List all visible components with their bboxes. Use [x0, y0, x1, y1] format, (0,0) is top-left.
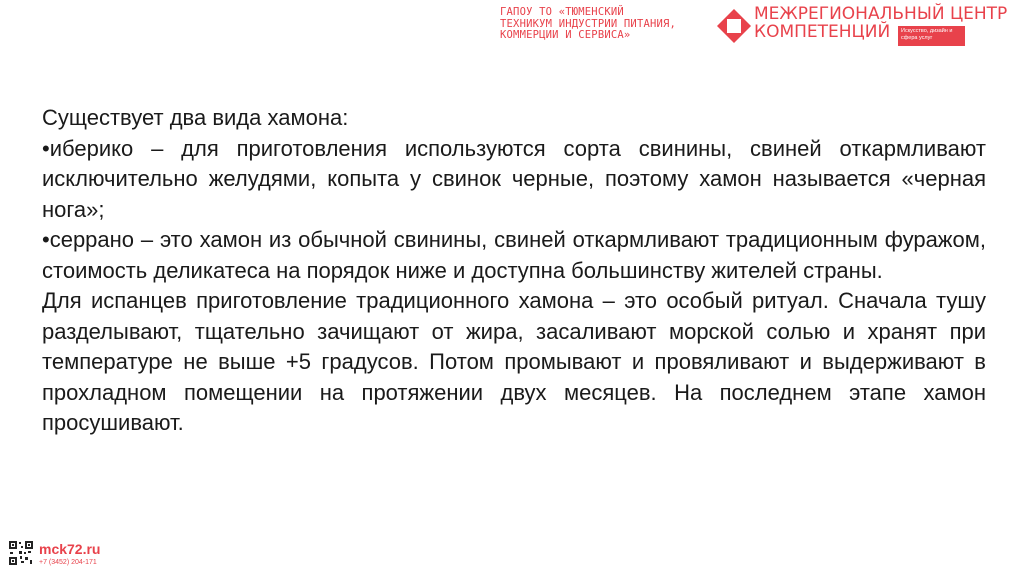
- college-name: [500, 7, 715, 42]
- college-name-line-3: КОММЕРЦИИ И СЕРВИСА»: [500, 29, 631, 41]
- qr-code-icon: [8, 540, 34, 566]
- footer: [8, 540, 128, 570]
- bullet-iberico: •иберико – для приготовления используются сорта свинины, свиней откармливают исключительно желудями, копыта у свинок черные, поэтому хамон называется «черная нога»;: [42, 135, 986, 222]
- category-tag: Искусство, дизайн и сфера услуг: [898, 26, 965, 46]
- square-logo-icon: [716, 8, 752, 44]
- college-name-line-1: ГАПОУ ТО «ТЮМЕНСКИЙ: [500, 6, 624, 18]
- college-name-line-2: ТЕХНИКУМ ИНДУСТРИИ ПИТАНИЯ,: [500, 17, 677, 30]
- header: [0, 0, 1024, 60]
- phone-number: +7 (3452) 204-171: [39, 559, 97, 566]
- ritual-paragraph: Для испанцев приготовление традиционного хамона – это особый ритуал. Сначала тушу разделывают, тщательно зачищают от жира, засаливают морской солью и хранят при температуре не выше +5 градусов. Потом промывают и провяливают и выдерживают в прохладном помещении на протяжении двух месяцев. На последнем этапе хамон просушивают.: [42, 288, 986, 435]
- slide-content: [42, 103, 986, 439]
- website-link[interactable]: mck72.ru: [39, 541, 101, 557]
- competence-center-line-1: МЕЖРЕГИОНАЛЬНЫЙ ЦЕНТР: [754, 4, 1008, 24]
- bullet-serrano: •серрано – это хамон из обычной свинины, свиней откармливают традиционным фуражом, стоимость деликатеса на порядок ниже и доступна большинству жителей страны.: [42, 227, 986, 283]
- competence-center-line-2: КОМПЕТЕНЦИЙ: [754, 22, 891, 42]
- competence-center-title: [754, 5, 1007, 41]
- intro-line: Существует два вида хамона:: [42, 105, 349, 130]
